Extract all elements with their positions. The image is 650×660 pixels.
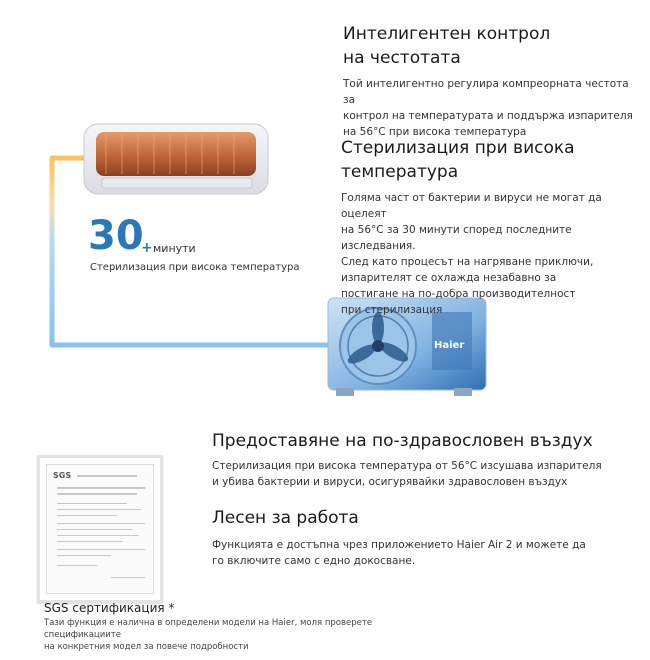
frequency-control-title-line1: Интелигентен контрол — [343, 24, 551, 44]
indoor-unit-image — [82, 120, 272, 198]
frequency-control-description — [343, 76, 633, 140]
healthier-air-description — [212, 458, 632, 490]
sterilization-desc-line1: Голяма част от бактерии и вируси не могат да оцелеят — [341, 192, 602, 220]
sgs-note-line1: Тази функция е налична в определени модели на Haier, моля проверете спецификациите — [44, 618, 373, 640]
haier-logo: Haier — [434, 340, 465, 351]
badge-caption: Стерилизация при висока температура — [90, 262, 300, 273]
badge-unit: минути — [153, 242, 196, 255]
sterilization-desc-line3: След като процесът на нагряване приключи, — [341, 256, 594, 268]
frequency-control-title-line2: на честотата — [343, 48, 461, 68]
sgs-note — [44, 617, 424, 653]
easy-use-title: Лесен за работа — [212, 508, 359, 528]
healthier-air-desc-line2: и убива бактерии и вируси, осигурявайки здравословен въздух — [212, 476, 568, 488]
frequency-control-desc-line3: на 56°C при висока температура — [343, 126, 527, 138]
frequency-control-desc-line1: Той интелигентно регулира компреорната честота за — [343, 78, 629, 106]
sgs-certification-title: SGS сертификация * — [44, 601, 175, 615]
sterilization-desc-line5: постигане на по-добра производителност — [341, 288, 576, 300]
healthier-air-title: Предоставяне на по-здравословен въздух — [212, 431, 593, 451]
sgs-certificate-document — [46, 464, 154, 594]
sterilization-desc-line2: на 56°C за 30 минути според последните изследвания. — [341, 224, 572, 252]
sterilization-title — [341, 136, 631, 184]
frequency-control-desc-line2: контрол на температурата и поддържа изпарителя — [343, 110, 633, 122]
sterilization-desc-line4: изпарителят се охлажда незабавно за — [341, 272, 557, 284]
healthier-air-desc-line1: Стерилизация при висока температура от 56°C изсушава изпарителя — [212, 460, 602, 472]
badge-number: 30 — [88, 213, 144, 259]
easy-use-desc-line1: Функцията е достъпна чрез приложението Haier Air 2 и можете да — [212, 539, 586, 551]
easy-use-description — [212, 537, 632, 569]
sterilization-title-line1: Стерилизация при висока — [341, 138, 575, 158]
sgs-note-line2: на конкретния модел за повече подробности — [44, 642, 249, 652]
frequency-control-title — [343, 22, 633, 70]
sterilization-desc-line6: при стерилизация — [341, 304, 443, 316]
sterilization-title-line2: температура — [341, 162, 459, 182]
sterilization-description — [341, 190, 631, 318]
sgs-certificate-frame — [37, 455, 163, 603]
badge-plus: + — [141, 240, 153, 256]
easy-use-desc-line2: го включите само с едно докосване. — [212, 555, 416, 567]
sgs-logo: SGS — [53, 471, 72, 480]
